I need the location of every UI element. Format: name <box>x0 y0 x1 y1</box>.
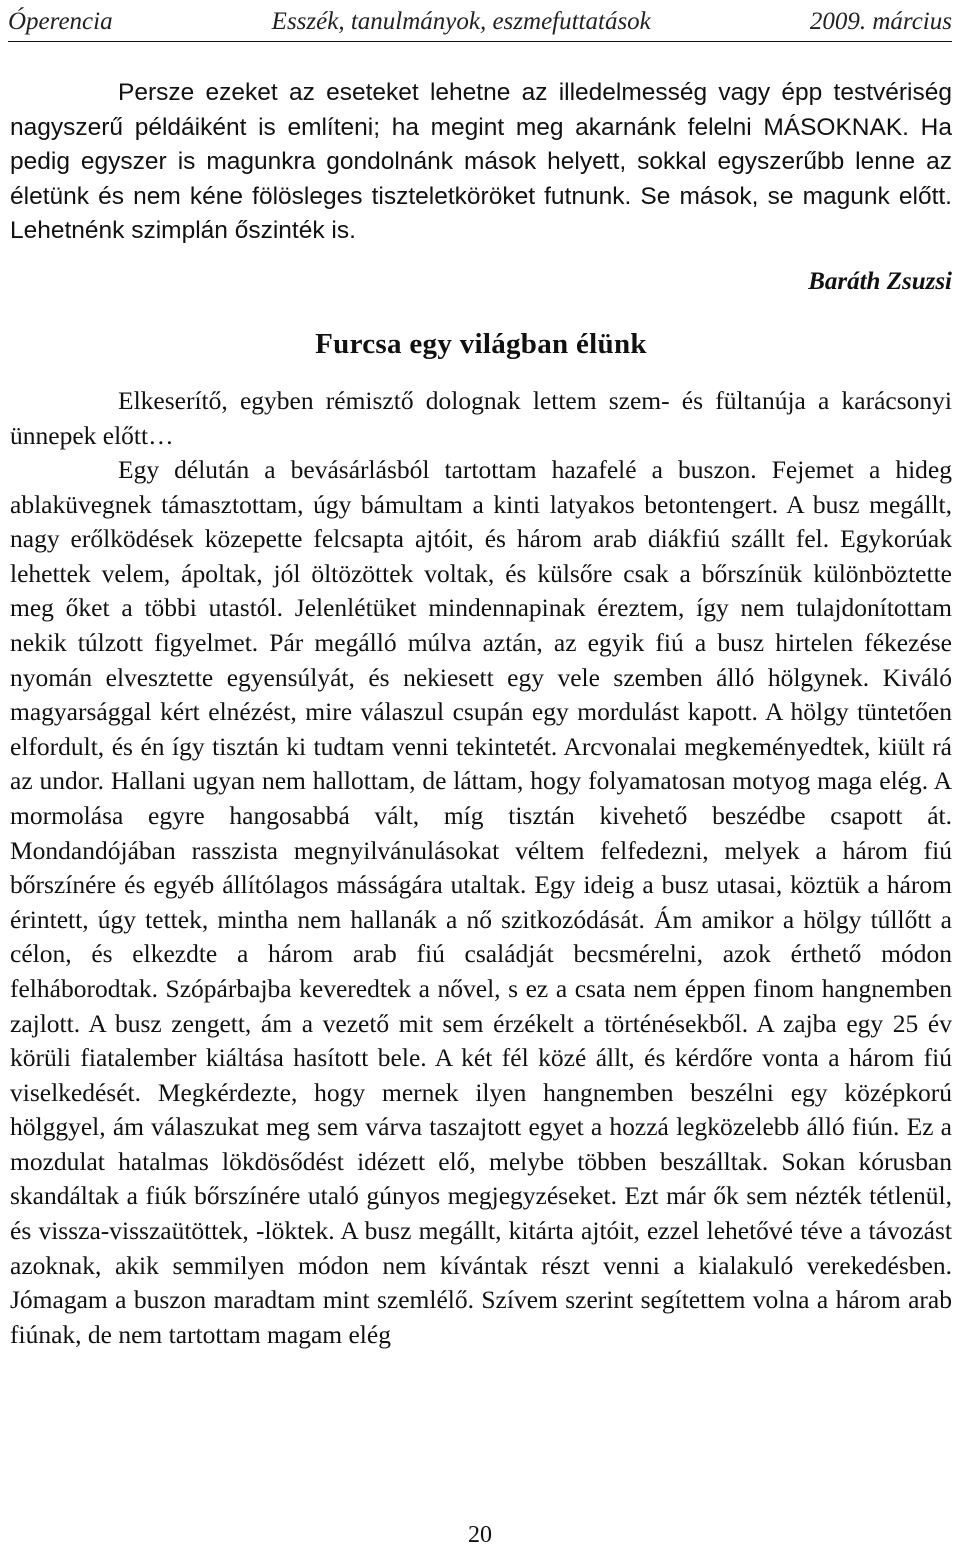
author-name: Baráth Zsuzsi <box>808 268 952 295</box>
header-date: 2009. március <box>809 8 952 35</box>
header-divider <box>8 41 952 42</box>
page-number: 20 <box>468 1522 492 1548</box>
article-title: Furcsa egy világban élünk <box>315 328 647 360</box>
header-journal-name: Óperencia <box>8 8 113 35</box>
paragraph-1: Elkeserítő, egyben rémisztő dolognak lettem szem- és fültanúja a karácsonyi ünnepek előtt… <box>10 386 952 450</box>
paragraph-2: Egy délután a bevásárlásból tartottam hazafelé a buszon. Fejemet a hideg ablaküvegnek támasztottam, úgy bámultam a kinti latyakos betontengert. A busz megállt, nagy erőlködések közepette felcsapta ajtóit, és három arab diákfiú szállt fel. Egykorúak lehettek velem, ápoltak, jól öltözöttek voltak, és külsőre csak a bőrszínük különböztette meg őket a többi utastól. Jelenlétüket mindennapinak éreztem, így nem tulajdonítottam nekik túlzott figyelmet. Pár megálló múlva aztán, az egyik fiú a busz hirtelen fékezése nyomán elvesztette egyensúlyát, és nekiesett egy vele szemben álló hölgynek. Kiváló magyarsággal kért elnézést, mire válaszul csupán egy mordulást kapott. A hölgy tüntetően elfordult, és én így tisztán ki tudtam venni tekintetét. Arcvonalai megkeményedtek, kiült rá az undor. Hallani ugyan nem hallottam, de láttam, hogy folyamatosan motyog maga elég. A mormolása egyre hangosabbá vált, míg tisztán kivehető beszédbe csapott át. Mondandójában rasszista megnyilvánulásokat véltem felfedezni, melyek a három fiú bőrszínére és egyéb állítólagos másságára utaltak. Egy ideig a busz utasai, köztük a három érintett, úgy tettek, mintha nem hallanák a nő szitkozódását. Ám amikor a hölgy túllőtt a célon, és elkezdte a három arab fiú családját becsmérelni, azok érthető módon felháborodtak. Szópárbajba keveredtek a nővel, s ez a csata nem éppen finom hangnemben zajlott. A busz zengett, ám a vezető mit sem érzékelt a történésekből. A zajba egy 25 év körüli fiatalember kiáltása hasított bele. A két fél közé állt, és kérdőre vonta a három fiú viselkedését. Megkérdezte, hogy mernek ilyen hangnemben beszélni egy középkorú hölggyel, ám válaszukat meg sem várva taszajtott egyet a hozzá legközelebb álló fiún. Ez a mozdulat hatalmas lökdösődést idézett elő, melybe többen beszálltak. Sokan kórusban skandáltak a fiúk bőrszínére utaló gúnyos megjegyzéseket. Ezt már ők sem nézték tétlenül, és vissza-visszaütöttek, -löktek. A busz megállt, kitárta ajtóit, ezzel lehetővé téve a távozást azoknak, akik semmilyen módon nem kívántak részt venni a kialakuló verekedésben. Jómagam a buszon maradtam mint szemlélő. Szívem szerint segítettem volna a három arab fiúnak, de nem tartottam magam elég <box>10 455 952 1349</box>
running-header <box>8 4 952 40</box>
intro-paragraph: Persze ezeket az eseteket lehetne az illedelmesség vagy épp testvériség nagyszerű példáiként is említeni; ha megint meg akarnánk felelni MÁSOKNAK. Ha pedig egyszer is magunkra gondolnánk mások helyett, sokkal egyszerűbb lenne az életünk és nem kéne fölösleges tiszteletköröket futnunk. Se mások, se magunk előtt. Lehetnénk szimplán őszinték is. <box>10 79 952 245</box>
header-section-name: Esszék, tanulmányok, eszmefuttatások <box>271 8 651 35</box>
